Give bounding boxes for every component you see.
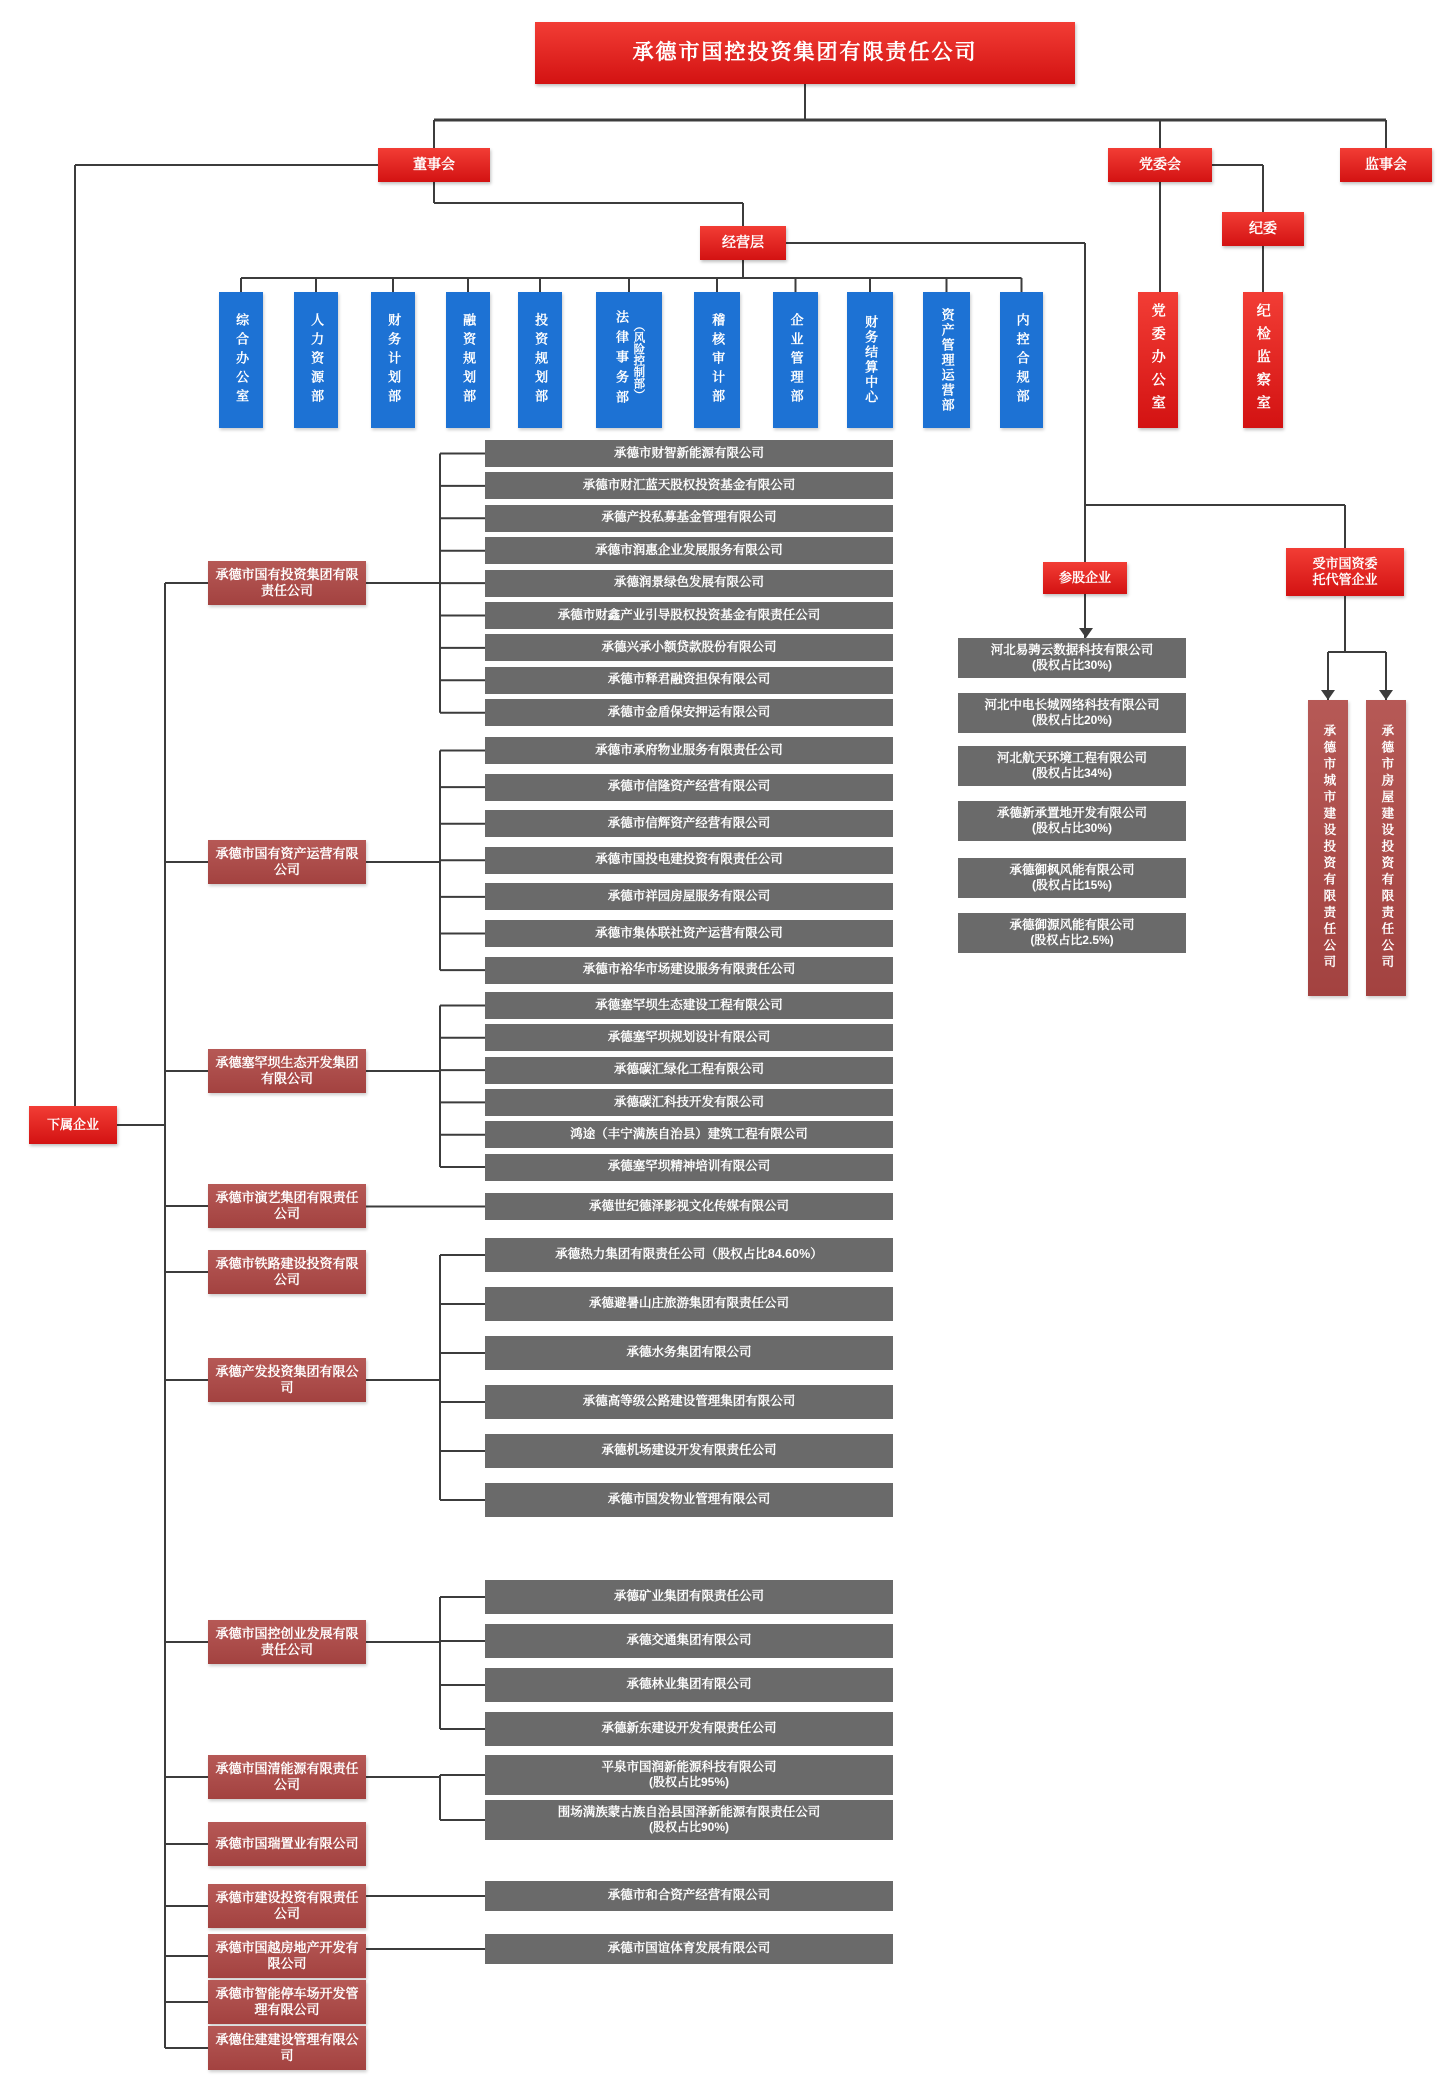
entrusted-company-box: 承德市城市建设投资有限责任公司 — [1308, 700, 1348, 996]
subsidiary-name: 承德碳汇科技开发有限公司 — [613, 1094, 764, 1109]
stake-company-box — [958, 858, 1186, 898]
minority-stakes-label-box: 参股企业 — [1043, 562, 1127, 594]
group-label-box: 承德塞罕坝生态开发集团有限公司 — [208, 1049, 366, 1093]
group-label-box: 承德市国清能源有限责任公司 — [208, 1755, 366, 1799]
subsidiary-box — [485, 1755, 893, 1795]
group-label-box: 承德市国有投资集团有限责任公司 — [208, 561, 366, 605]
discipline-committee-box: 纪委 — [1222, 212, 1304, 246]
subsidiary-stake: (股权占比95%) — [648, 1775, 729, 1790]
subsidiary-name: 承德市集体联社资产运营有限公司 — [595, 925, 783, 940]
stake-company-name: 河北中电长城网络科技有限公司 — [984, 697, 1160, 712]
subsidiary-name: 承德市信辉资产经营有限公司 — [607, 815, 771, 830]
subsidiary-name: 承德市金盾保安押运有限公司 — [607, 704, 771, 719]
subsidiary-box — [485, 1712, 893, 1746]
subsidiary-box — [485, 1238, 893, 1272]
subsidiary-box — [485, 992, 893, 1019]
subsidiary-name: 承德林业集团有限公司 — [626, 1677, 752, 1692]
stake-company-name: 河北易骋云数据科技有限公司 — [990, 642, 1154, 657]
subsidiary-name: 承德市财鑫产业引导股权投资基金有限责任公司 — [557, 607, 821, 622]
subsidiary-name: 承德兴承小额贷款股份有限公司 — [601, 640, 777, 655]
subsidiary-box — [485, 1624, 893, 1658]
stake-company-name: 承德御源风能有限公司 — [1009, 917, 1135, 932]
group-label-box: 承德市国瑞置业有限公司 — [208, 1822, 366, 1866]
subsidiary-box — [485, 774, 893, 801]
subsidiary-name: 承德塞罕坝规划设计有限公司 — [607, 1029, 771, 1044]
stake-company-stake: (股权占比20%) — [1031, 713, 1112, 728]
department-box: 资产管理运营部 — [923, 292, 970, 428]
entrusted-label-box: 受市国资委托代管企业 — [1286, 548, 1404, 596]
subsidiary-box — [485, 1668, 893, 1702]
subsidiary-name: 围场满族蒙古族自治县国泽新能源有限责任公司 — [557, 1804, 821, 1819]
subsidiary-box — [485, 1800, 893, 1840]
department-box — [596, 292, 662, 428]
subsidiary-name: 承德市财汇蓝天股权投资基金有限公司 — [582, 478, 796, 493]
department-box: 内控合规部 — [1000, 292, 1043, 428]
subsidiary-name: 承德市承府物业服务有限责任公司 — [595, 742, 783, 757]
department-box: 综合办公室 — [219, 292, 263, 428]
management-level-box: 经营层 — [700, 226, 786, 260]
subsidiary-box — [485, 1154, 893, 1181]
subsidiary-name: 承德避暑山庄旅游集团有限责任公司 — [588, 1296, 789, 1311]
subsidiary-box — [485, 1024, 893, 1051]
subsidiaries-label-box: 下属企业 — [29, 1106, 117, 1144]
subsidiary-box — [485, 810, 893, 837]
stake-company-name: 承德新承置地开发有限公司 — [996, 805, 1147, 820]
subsidiary-box — [485, 1336, 893, 1370]
subsidiary-name: 承德市释君融资担保有限公司 — [607, 672, 771, 687]
group-label-box: 承德市国越房地产开发有限公司 — [208, 1934, 366, 1978]
subsidiary-name: 承德碳汇绿化工程有限公司 — [613, 1062, 764, 1077]
party-committee-box: 党委会 — [1108, 148, 1212, 182]
entrusted-company-box: 承德市房屋建设投资有限责任公司 — [1366, 700, 1406, 996]
stake-company-box — [958, 801, 1186, 841]
subsidiary-box — [485, 667, 893, 694]
party-office-box: 党委办公室 — [1138, 292, 1178, 428]
subsidiary-name: 承德润景绿色发展有限公司 — [613, 575, 764, 590]
stake-company-stake: (股权占比34%) — [1031, 766, 1112, 781]
subsidiary-box — [485, 570, 893, 597]
board-of-directors-box: 董事会 — [378, 148, 490, 182]
subsidiary-name: 承德市和合资产经营有限公司 — [607, 1888, 771, 1903]
subsidiary-box — [485, 1057, 893, 1084]
subsidiary-name: 承德市祥园房屋服务有限公司 — [607, 889, 771, 904]
subsidiary-box — [485, 737, 893, 764]
subsidiary-stake: (股权占比90%) — [648, 1820, 729, 1835]
subsidiary-box — [485, 847, 893, 874]
department-box: 企业管理部 — [773, 292, 818, 428]
subsidiary-box — [485, 472, 893, 499]
subsidiary-name: 承德市信隆资产经营有限公司 — [607, 779, 771, 794]
group-label-box: 承德市演艺集团有限责任公司 — [208, 1184, 366, 1228]
stake-company-name: 河北航天环境工程有限公司 — [996, 750, 1147, 765]
subsidiary-name: 鸿途（丰宁满族自治县）建筑工程有限公司 — [570, 1126, 808, 1141]
department-box: 财务结算中心 — [847, 292, 893, 428]
subsidiary-name: 承德机场建设开发有限责任公司 — [601, 1443, 777, 1458]
subsidiary-name: 承德矿业集团有限责任公司 — [613, 1589, 764, 1604]
subsidiary-name: 承德产投私募基金管理有限公司 — [601, 510, 777, 525]
subsidiary-name: 承德市国发物业管理有限公司 — [607, 1492, 771, 1507]
subsidiary-box — [485, 883, 893, 910]
department-label: 法律事务部 — [613, 310, 629, 410]
group-label-box: 承德产发投资集团有限公司 — [208, 1358, 366, 1402]
subsidiary-box — [485, 1193, 893, 1220]
subsidiary-box — [485, 1881, 893, 1911]
subsidiary-name: 承德市财智新能源有限公司 — [613, 445, 764, 460]
subsidiary-box — [485, 1934, 893, 1964]
subsidiary-name: 承德热力集团有限责任公司（股权占比84.60%） — [555, 1247, 823, 1262]
stake-company-stake: (股权占比15%) — [1031, 878, 1112, 893]
subsidiary-box — [485, 634, 893, 661]
stake-company-name: 承德御枫风能有限公司 — [1009, 862, 1135, 877]
subsidiary-box — [485, 699, 893, 726]
subsidiary-name: 承德水务集团有限公司 — [626, 1345, 752, 1360]
stake-company-box — [958, 746, 1186, 786]
subsidiary-box — [485, 957, 893, 984]
subsidiary-box — [485, 1287, 893, 1321]
supervisory-board-box: 监事会 — [1340, 148, 1432, 182]
subsidiary-box — [485, 505, 893, 532]
subsidiary-box — [485, 440, 893, 467]
group-label-box: 承德市铁路建设投资有限公司 — [208, 1250, 366, 1294]
subsidiary-box — [485, 920, 893, 947]
subsidiary-name: 承德交通集团有限公司 — [626, 1633, 752, 1648]
subsidiary-box — [485, 1483, 893, 1517]
stake-company-stake: (股权占比2.5%) — [1030, 933, 1114, 948]
subsidiary-name: 承德高等级公路建设管理集团有限公司 — [582, 1394, 796, 1409]
subsidiary-box — [485, 1434, 893, 1468]
group-label-box: 承德市国控创业发展有限责任公司 — [208, 1620, 366, 1664]
department-box: 稽核审计部 — [694, 292, 740, 428]
department-box: 人力资源部 — [294, 292, 338, 428]
subsidiary-name: 承德世纪德泽影视文化传媒有限公司 — [588, 1198, 789, 1213]
group-label-box: 承德住建建设管理有限公司 — [208, 2026, 366, 2070]
stake-company-box — [958, 913, 1186, 953]
department-box: 财务计划部 — [371, 292, 415, 428]
department-paren-label: （风险控制部） — [632, 319, 645, 401]
subsidiary-name: 承德塞罕坝生态建设工程有限公司 — [595, 997, 783, 1012]
subsidiary-name: 承德市裕华市场建设服务有限责任公司 — [582, 962, 796, 977]
group-label-box: 承德市国有资产运营有限公司 — [208, 840, 366, 884]
subsidiary-box — [485, 1385, 893, 1419]
subsidiary-name: 承德塞罕坝精神培训有限公司 — [607, 1159, 771, 1174]
subsidiary-name: 承德新东建设开发有限责任公司 — [601, 1721, 777, 1736]
subsidiary-box — [485, 537, 893, 564]
subsidiary-name: 承德市润惠企业发展服务有限公司 — [595, 542, 783, 557]
group-label-box: 承德市智能停车场开发管理有限公司 — [208, 1980, 366, 2024]
subsidiary-name: 承德市国谊体育发展有限公司 — [607, 1941, 771, 1956]
subsidiary-box — [485, 1580, 893, 1614]
party-office-box: 纪检监察室 — [1243, 292, 1283, 428]
company-root-box: 承德市国控投资集团有限责任公司 — [535, 22, 1075, 84]
group-label-box: 承德市建设投资有限责任公司 — [208, 1884, 366, 1928]
subsidiary-box — [485, 602, 893, 629]
stake-company-stake: (股权占比30%) — [1031, 658, 1112, 673]
department-box: 投资规划部 — [518, 292, 562, 428]
department-box: 融资规划部 — [446, 292, 490, 428]
subsidiary-box — [485, 1121, 893, 1148]
subsidiary-name: 平泉市国润新能源科技有限公司 — [601, 1759, 777, 1774]
stake-company-box — [958, 638, 1186, 678]
stake-company-box — [958, 693, 1186, 733]
subsidiary-name: 承德市国投电建投资有限责任公司 — [595, 852, 783, 867]
subsidiary-box — [485, 1089, 893, 1116]
stake-company-stake: (股权占比30%) — [1031, 821, 1112, 836]
